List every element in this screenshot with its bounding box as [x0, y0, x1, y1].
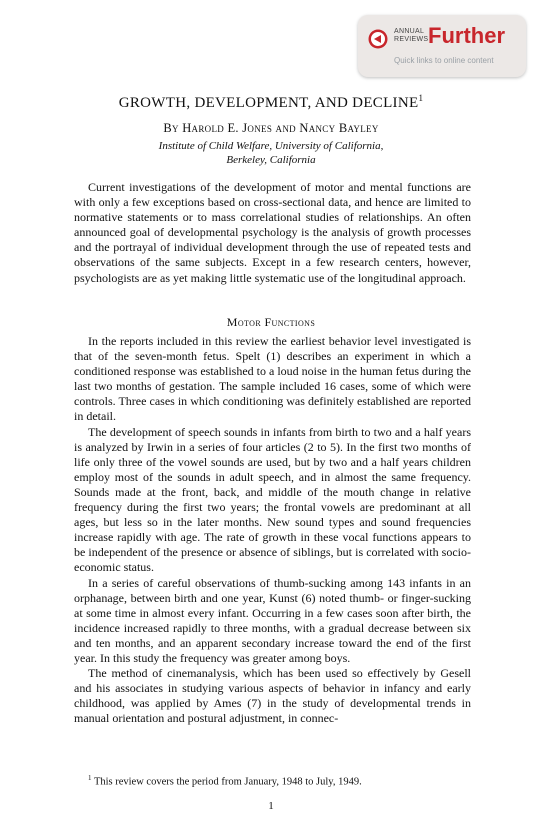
title-footnote-mark[interactable]: 1: [418, 93, 424, 103]
body-paragraph: In a series of careful observations of thumb-sucking among 143 infants in an orphanage, between birth and one year, Kunst (6) noted thumb- or finger-sucking at some time in almost every infant. Occurring in a few cases soon after birth, the incidence increased rapidly to three months, with a gradual decrease between six and ten months, and an apparent secondary increase toward the end of the first year. In this study the frequency was greater among boys.: [74, 575, 471, 665]
motor-functions-section: [74, 334, 471, 726]
section-heading-motor-functions: Motor Functions: [226, 315, 316, 329]
annual-reviews-brand: [394, 28, 428, 44]
author-affiliation: [0, 139, 542, 167]
page-number: 1: [268, 800, 274, 812]
article-title: [0, 93, 542, 112]
brand-line-1: ANNUAL: [394, 28, 425, 35]
article-title-text: GROWTH, DEVELOPMENT, AND DECLINE: [118, 95, 419, 111]
intro-section: [74, 180, 471, 286]
affiliation-line-2: Berkeley, California: [226, 154, 316, 166]
badge-subtext: Quick links to online content: [394, 56, 494, 65]
footnote-mark: 1: [88, 774, 92, 782]
footnote-text: This review covers the period from January, 1948 to July, 1949.: [93, 776, 362, 788]
further-label[interactable]: Further: [428, 23, 505, 48]
article-authors: By Harold E. Jones and Nancy Bayley: [163, 121, 379, 135]
further-links-badge[interactable]: [358, 15, 526, 77]
body-paragraph: The development of speech sounds in infants from birth to two and a half years is analyzed by Irwin in a series of four articles (2 to 5). In the first two months of life only three of the vowel sounds are used, but by two and a half years children employ most of the sounds in adult speech, and in almost the same frequency. Sounds made at the front, back, and middle of the mouth change in relative frequency during the first two years; the frontal vowels are predominant at all ages, but less so in the later months. New sound types and sound frequencies increase rapidly with age. The rate of growth in these vocal functions appears to be independent of the presence or absence of siblings, but is correlated with socio-economic status.: [74, 424, 471, 575]
body-paragraph: The method of cinemanalysis, which has been used so effectively by Gesell and his associates in studying various aspects of behavior in infancy and early childhood, was applied by Ames (7) in the study of developmental trends in manual orientation and postural adjustment, in connec-: [74, 666, 471, 726]
brand-line-2: REVIEWS: [394, 36, 429, 43]
body-paragraph: In the reports included in this review the earliest behavior level investigated is that of the seven-month fetus. Spelt (1) describes an experiment in which a conditioned response was established to a loud noise in the human fetus during the last two months of gestation. The sample included 16 cases, some of which were controls. Three cases in which conditioning was definitely established are reported in detail.: [74, 334, 471, 424]
play-arrow-icon: [368, 29, 388, 49]
intro-paragraph: Current investigations of the development of motor and mental functions are with only a few exceptions based on cross-sectional data, and hence are limited to normative statements or to mass correlational studies of relationships. An often announced goal of developmental psychology is the analysis of growth processes and the portrayal of individual development through the use of repeated tests and observations of the same subjects. Except in a few research centers, however, psychologists are as yet making little systematic use of the longitudinal approach.: [74, 180, 471, 285]
footnote: [74, 774, 471, 788]
affiliation-line-1: Institute of Child Welfare, University of California,: [158, 140, 384, 152]
